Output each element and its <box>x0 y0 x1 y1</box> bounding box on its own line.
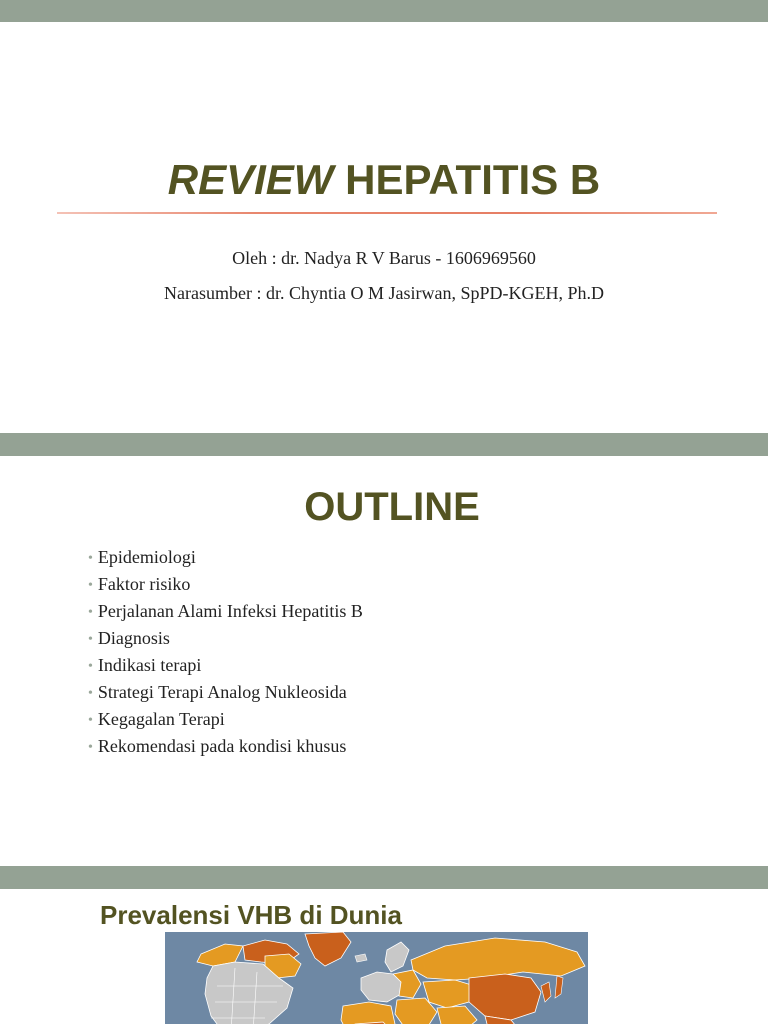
slide-title-heading <box>0 156 768 204</box>
slide-title[interactable] <box>0 22 768 433</box>
list-item: • Epidemiologi <box>88 547 196 567</box>
prevalence-title: Prevalensi VHB di Dunia <box>100 900 402 930</box>
title-divider <box>57 212 717 214</box>
slide-separator-band <box>0 433 768 456</box>
slide-prevalence[interactable] <box>0 889 768 1024</box>
world-prevalence-map <box>165 932 588 1024</box>
bullet-icon: • <box>88 686 93 701</box>
list-item: • Diagnosis <box>88 628 170 648</box>
top-band <box>0 0 768 22</box>
list-item: • Kegagalan Terapi <box>88 709 225 729</box>
bullet-icon: • <box>88 605 93 620</box>
speaker-line: Narasumber : dr. Chyntia O M Jasirwan, SpPD-KGEH, Ph.D <box>164 283 604 303</box>
bullet-icon: • <box>88 659 93 674</box>
list-item: • Strategi Terapi Analog Nukleosida <box>88 682 347 702</box>
outline-title: OUTLINE <box>304 485 480 529</box>
list-item: • Indikasi terapi <box>88 655 202 675</box>
bullet-icon: • <box>88 551 93 566</box>
slide-outline[interactable] <box>0 456 768 866</box>
slide-separator-band <box>0 866 768 889</box>
title-rest: HEPATITIS B <box>333 156 601 203</box>
bullet-icon: • <box>88 740 93 755</box>
title-italic-word: REVIEW <box>167 156 334 203</box>
list-item: • Rekomendasi pada kondisi khusus <box>88 736 347 756</box>
map-north-africa <box>341 1002 395 1024</box>
outline-list <box>88 544 363 760</box>
bullet-icon: • <box>88 713 93 728</box>
bullet-icon: • <box>88 578 93 593</box>
author-line: Oleh : dr. Nadya R V Barus - 1606969560 <box>232 248 536 268</box>
bullet-icon: • <box>88 632 93 647</box>
list-item: • Perjalanan Alami Infeksi Hepatitis B <box>88 601 363 621</box>
list-item: • Faktor risiko <box>88 574 191 594</box>
